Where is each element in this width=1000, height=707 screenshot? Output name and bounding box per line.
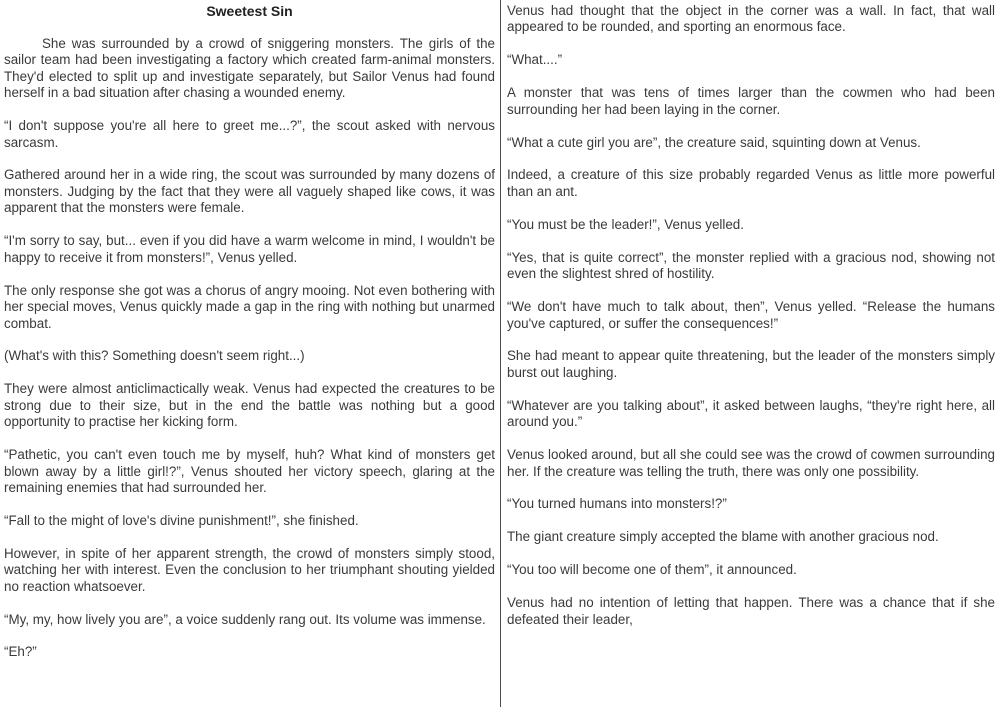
paragraph: “My, my, how lively you are”, a voice suddenly rang out. Its volume was immense. [4,611,486,627]
paragraph: Indeed, a creature of this size probably regarded Venus as little more powerful than an ant. [507,167,995,199]
paragraph: “You too will become one of them”, it announced. [507,562,797,578]
paragraph: “You must be the leader!”, Venus yelled. [507,216,744,232]
paragraph: The giant creature simply accepted the blame with another gracious nod. [507,529,939,545]
paragraph: The only response she got was a chorus of angry mooing. Not even bothering with her special moves, Venus quickly made a gap in the ring with nothing but unarmed combat. [4,282,495,331]
paragraph: “Fall to the might of love's divine punishment!”, she finished. [4,512,359,528]
paragraph: She had meant to appear quite threatening, but the leader of the monsters simply burst out laughing. [507,348,995,380]
paragraph: They were almost anticlimactically weak. Venus had expected the creatures to be strong due to their size, but in the end the battle was nothing but a good opportunity to practise her kicking form. [4,381,495,430]
paragraph: “Yes, that is quite correct”, the monster replied with a gracious nod, showing not even the slightest shred of hostility. [507,249,995,282]
paragraph: A monster that was tens of times larger than the cowmen who had been surrounding her had been laying in the corner. [507,85,995,117]
paragraph: Venus had no intention of letting that happen. There was a chance that if she defeated their leader, [507,595,995,627]
right-column [500,0,1000,707]
paragraph: Venus looked around, but all she could see was the crowd of cowmen surrounding her. If the creature was telling the truth, there was only one possibility. [507,447,995,479]
paragraph: However, in spite of her apparent strength, the crowd of monsters simply stood, watching her with interest. Even the conclusion to her triumphant shouting yielded no reaction whatsoever. [4,545,495,594]
paragraph: She was surrounded by a crowd of sniggering monsters. The girls of the sailor team had been investigating a factory which created farm-animal monsters. They'd elected to split up and investigate separately, but Sailor Venus had found herself in a bad situation after chasing a wounded enemy. [4,35,495,101]
paragraph: “You turned humans into monsters!?” [507,496,727,512]
paragraph: (What's with this? Something doesn't seem right...) [4,348,305,364]
paragraph: “Eh?” [4,644,37,660]
page-title: Sweetest Sin [206,3,293,19]
paragraph: “Pathetic, you can't even touch me by myself, huh? What kind of monsters get blown away by a little girl!?”, Venus shouted her victory speech, glaring at the remaining enemies that had surrounded her. [4,447,495,496]
paragraph: “Whatever are you talking about”, it asked between laughs, “they're right here, all around you.” [507,397,995,430]
paragraph: “We don't have much to talk about, then”, Venus yelled. “Release the humans you've captured, or suffer the consequences!” [507,299,995,331]
paragraph: “I don't suppose you're all here to greet me...?”, the scout asked with nervous sarcasm. [4,118,495,150]
paragraph: Gathered around her in a wide ring, the scout was surrounded by many dozens of monsters. Judging by the fact that they were all vaguely shaped like cows, it was apparent that the monsters were female. [4,167,495,216]
paragraph: “What....” [507,52,563,68]
paragraph: Venus had thought that the object in the corner was a wall. In fact, that wall appeared to be rounded, and sporting an enormous face. [507,3,995,35]
paragraph: “What a cute girl you are”, the creature said, squinting down at Venus. [507,134,921,150]
paragraph: “I'm sorry to say, but... even if you did have a warm welcome in mind, I wouldn't be happy to receive it from monsters!”, Venus yelled. [4,233,495,265]
